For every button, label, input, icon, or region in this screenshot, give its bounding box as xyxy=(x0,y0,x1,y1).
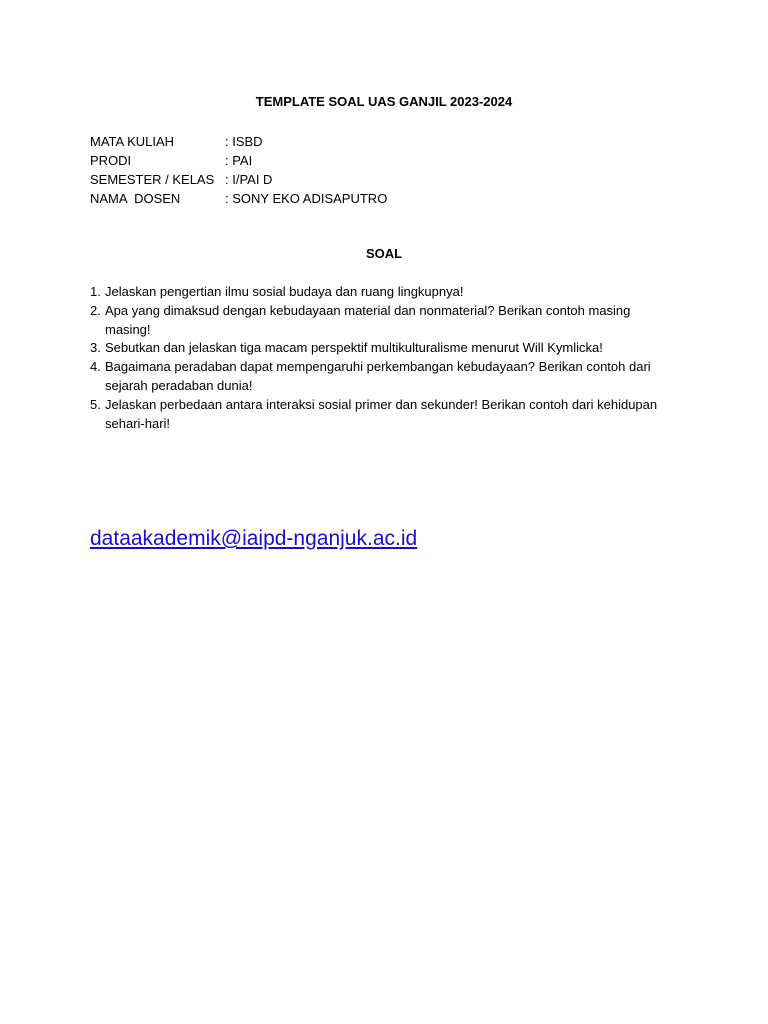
question-text: Bagaimana peradaban dapat mempengaruhi perkembangan kebudayaan? Berikan contoh dari sejarah peradaban dunia! xyxy=(105,359,651,393)
question-text: Sebutkan dan jelaskan tiga macam perspektif multikulturalisme menurut Will Kymlicka! xyxy=(105,340,603,356)
info-label: SEMESTER / KELAS xyxy=(90,172,215,187)
question-item xyxy=(90,358,670,396)
info-label: NAMA DOSEN xyxy=(90,191,181,206)
info-value: : SONY EKO ADISAPUTRO xyxy=(225,191,388,206)
course-info-table xyxy=(90,132,387,208)
question-item xyxy=(90,339,670,358)
question-text: Jelaskan pengertian ilmu sosial budaya dan ruang lingkupnya! xyxy=(105,284,464,299)
info-value: : I/PAI D xyxy=(225,172,273,187)
question-text: Apa yang dimaksud dengan kebudayaan material dan nonmaterial? Berikan contoh masing masing! xyxy=(105,302,631,337)
question-list xyxy=(90,283,670,433)
question-number: 4. xyxy=(90,359,101,375)
info-row-prodi xyxy=(90,151,387,170)
info-label: MATA KULIAH xyxy=(90,134,175,149)
question-item xyxy=(90,302,670,340)
question-text: Jelaskan perbedaan antara interaksi sosial primer dan sekunder! Berikan contoh dari kehidupan sehari-hari! xyxy=(105,396,658,431)
question-number: 5. xyxy=(90,396,101,412)
document-title: TEMPLATE SOAL UAS GANJIL 2023-2024 xyxy=(255,94,513,109)
info-row-mata-kuliah xyxy=(90,132,387,151)
info-row-nama-dosen xyxy=(90,189,387,208)
info-row-semester-kelas xyxy=(90,170,387,189)
question-number: 2. xyxy=(90,302,101,318)
section-title: SOAL xyxy=(365,246,403,261)
email-link[interactable]: dataakademik@iaipd-nganjuk.ac.id xyxy=(90,527,418,550)
info-value: : ISBD xyxy=(225,134,263,149)
info-value: : PAI xyxy=(225,153,253,168)
info-label: PRODI xyxy=(90,153,132,168)
question-number: 3. xyxy=(90,340,101,356)
question-item xyxy=(90,283,670,302)
question-number: 1. xyxy=(90,284,101,299)
question-item xyxy=(90,396,670,434)
